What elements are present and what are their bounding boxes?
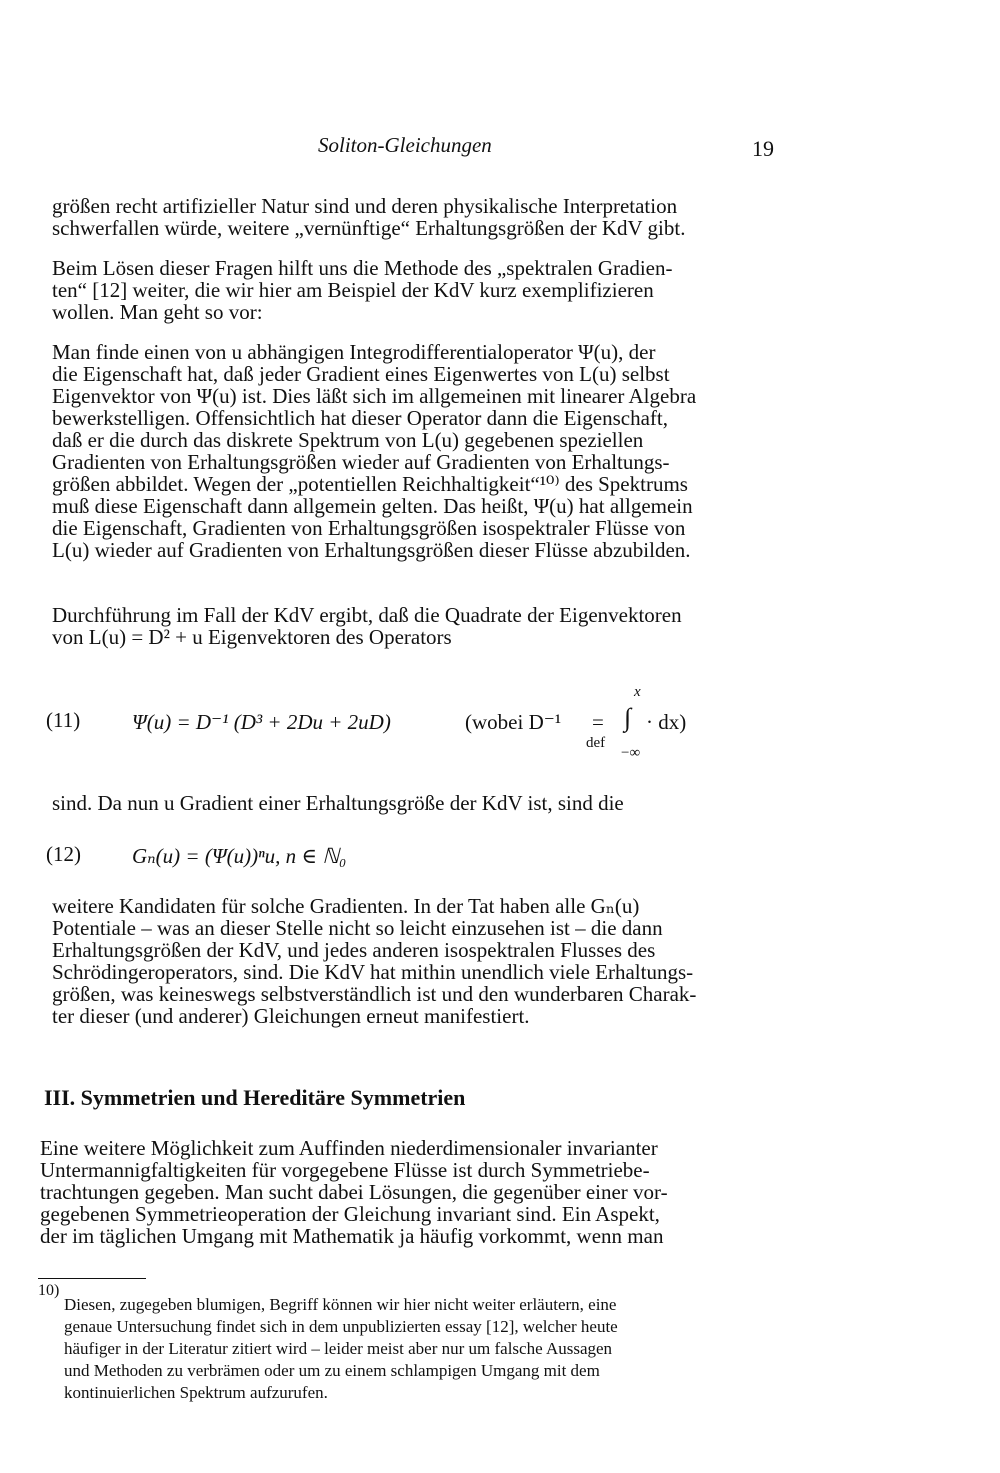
text-line: Man finde einen von u abhängigen Integrodifferentialoperator Ψ(u), der (52, 340, 656, 364)
equation-11-lower-limit: −∞ (621, 745, 641, 761)
footnote-line: genaue Untersuchung findet sich in dem unpublizierten essay [12], welcher heute (64, 1317, 618, 1336)
footnote (64, 1294, 784, 1404)
integral-sign: ∫ (624, 703, 632, 732)
equation-12-body: Gₙ(u) = (Ψ(u))ⁿu, n ∈ ℕ₀ (132, 844, 347, 868)
equation-11-upper-limit: x (634, 684, 641, 700)
text-line: Schrödingeroperators, sind. Die KdV hat mithin unendlich viele Erhaltungs- (52, 960, 694, 984)
footnote-line: häufiger in der Literatur zitiert wird – leider meist aber nur um falsche Aussagen (64, 1339, 613, 1358)
text-line: die Eigenschaft, Gradienten von Erhaltungsgrößen isospektraler Flüsse von (52, 516, 686, 540)
text-line: Potentiale – was an dieser Stelle nicht so leicht einzusehen ist – die dann (52, 916, 663, 940)
equation-12-label: (12) (46, 842, 81, 866)
text-line: die Eigenschaft hat, daß jeder Gradient eines Eigenwertes von L(u) selbst (52, 362, 670, 386)
equation-11-integrand: · dx) (646, 710, 687, 734)
paragraph-6 (52, 895, 787, 1027)
equation-11-eq-sign: = (592, 710, 604, 734)
equation-11-label: (11) (46, 708, 81, 732)
text-line: größen abbildet. Wegen der „potentiellen Reichhaltigkeit“¹⁰⁾ des Spektrums (52, 472, 688, 496)
text-line: Gradienten von Erhaltungsgrößen wieder auf Gradienten von Erhaltungs- (52, 450, 670, 474)
text-line: Eigenvektor von Ψ(u) ist. Dies läßt sich im allgemeinen mit linearer Algebra (52, 384, 697, 408)
text-line: sind. Da nun u Gradient einer Erhaltungsgröße der KdV ist, sind die (52, 791, 624, 815)
text-line: größen, was keineswegs selbstverständlich ist und den wunderbaren Charak- (52, 982, 697, 1006)
paragraph-5 (52, 792, 787, 814)
footnote-line: Diesen, zugegeben blumigen, Begriff können wir hier nicht weiter erläutern, eine (64, 1295, 617, 1314)
footnote-mark: 10) (38, 1282, 60, 1299)
text-line: ter dieser (und anderer) Gleichungen erneut manifestiert. (52, 1004, 530, 1028)
paragraph-2 (52, 257, 787, 323)
section-heading: III. Symmetrien und Hereditäre Symmetrien (44, 1085, 466, 1110)
text-line: Eine weitere Möglichkeit zum Auffinden niederdimensionaler invarianter (40, 1136, 658, 1160)
paragraph-1 (52, 195, 787, 239)
text-line: Untermannigfaltigkeiten für vorgegebene Flüsse ist durch Symmetriebe- (40, 1158, 650, 1182)
footnote-rule (38, 1278, 146, 1279)
paragraph-7 (40, 1137, 775, 1247)
text-line: Durchführung im Fall der KdV ergibt, daß die Quadrate der Eigenvektoren (52, 603, 682, 627)
text-line: wollen. Man geht so vor: (52, 300, 263, 324)
equation-11-def: def (586, 735, 606, 751)
text-line: der im täglichen Umgang mit Mathematik ja häufig vorkommt, wenn man (40, 1224, 664, 1248)
paragraph-4 (52, 604, 787, 648)
text-line: Beim Lösen dieser Fragen hilft uns die Methode des „spektralen Gradien- (52, 256, 673, 280)
text-line: Erhaltungsgrößen der KdV, und jedes anderen isospektralen Flusses des (52, 938, 656, 962)
text-line: ten“ [12] weiter, die wir hier am Beispiel der KdV kurz exemplifizieren (52, 278, 654, 302)
footnote-line: kontinuierlichen Spektrum aufzurufen. (64, 1383, 328, 1402)
equation-11-body: Ψ(u) = D⁻¹ (D³ + 2Du + 2uD) (132, 710, 391, 734)
text-line: muß diese Eigenschaft dann allgemein gelten. Das heißt, Ψ(u) hat allgemein (52, 494, 693, 518)
text-line: von L(u) = D² + u Eigenvektoren des Operators (52, 625, 452, 649)
footnote-line: und Methoden zu verbrämen oder um zu einem schlampigen Umgang mit dem (64, 1361, 600, 1380)
equation-11-where: (wobei D⁻¹ (465, 710, 562, 734)
running-header: Soliton-Gleichungen (318, 133, 492, 157)
text-line: bewerkstelligen. Offensichtlich hat dieser Operator dann die Eigenschaft, (52, 406, 668, 430)
page-number: 19 (752, 136, 774, 161)
text-line: weitere Kandidaten für solche Gradienten. In der Tat haben alle Gₙ(u) (52, 894, 640, 918)
text-line: L(u) wieder auf Gradienten von Erhaltungsgrößen dieser Flüsse abzubilden. (52, 538, 691, 562)
text-line: größen recht artifizieller Natur sind und deren physikalische Interpretation (52, 194, 678, 218)
text-line: daß er die durch das diskrete Spektrum von L(u) gegebenen speziellen (52, 428, 644, 452)
text-line: schwerfallen würde, weitere „vernünftige“ Erhaltungsgrößen der KdV gibt. (52, 216, 686, 240)
text-line: trachtungen gegeben. Man sucht dabei Lösungen, die gegenüber einer vor- (40, 1180, 668, 1204)
text-line: gegebenen Symmetrieoperation der Gleichung invariant sind. Ein Aspekt, (40, 1202, 660, 1226)
paragraph-3 (52, 341, 787, 561)
